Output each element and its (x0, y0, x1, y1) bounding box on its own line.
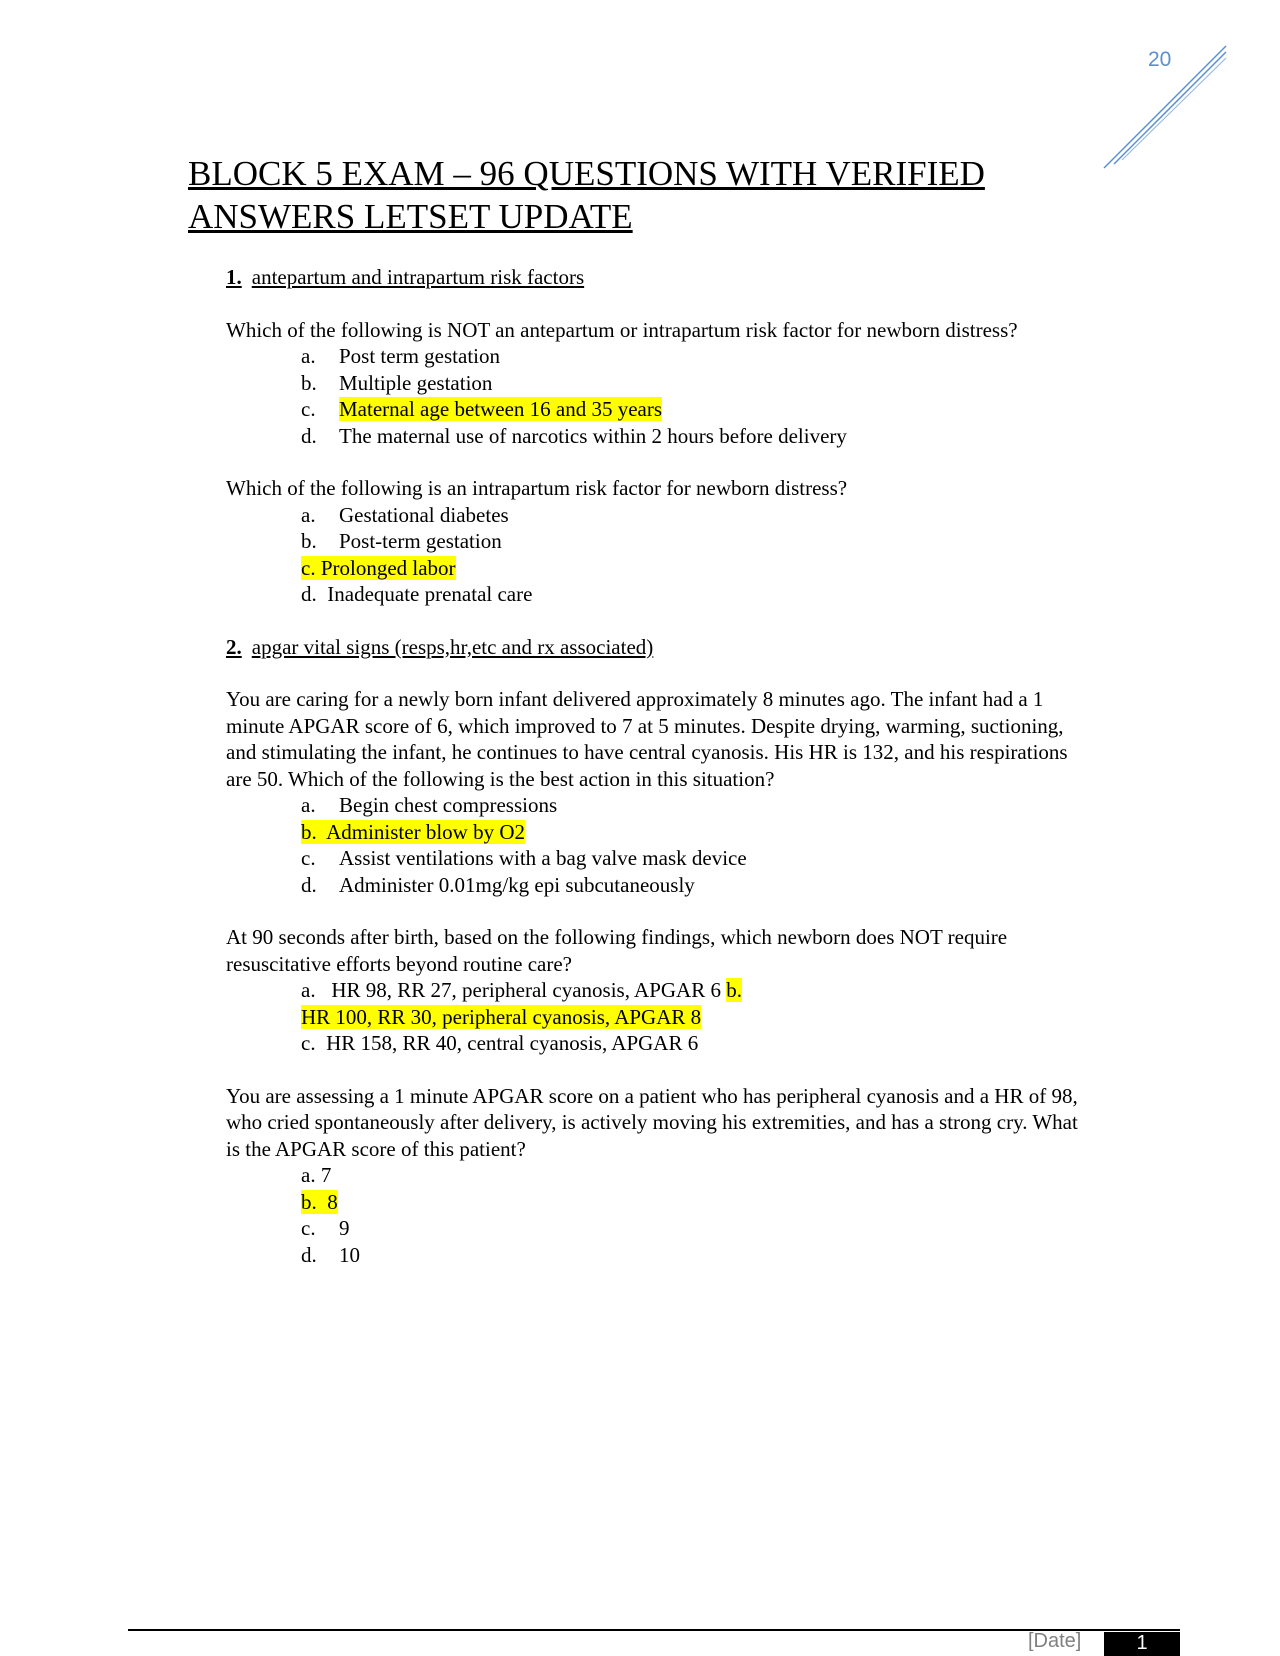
section-number: 1. (226, 265, 242, 289)
header-page-number: 20 (1148, 48, 1172, 71)
answer-options (226, 792, 1096, 898)
header-decoration-lines (1100, 40, 1230, 170)
section-heading (226, 634, 1096, 661)
answer-option: d. Administer 0.01mg/kg epi subcutaneously (301, 872, 695, 897)
question-text: You are caring for a newly born infant delivered approximately 8 minutes ago. The infant had a 1 minute APGAR score of 6, which improved to 7 at 5 minutes. Despite drying, warming, suctioning, and stimulating the infant, he continues to have central cyanosis. His HR is 132, and his respirations are 50. Which of the following is the best action in this situation? (226, 687, 1068, 791)
answer-option-correct: HR 100, RR 30, peripheral cyanosis, APGAR 8 (301, 1004, 702, 1029)
answer-option: b. Post-term gestation (301, 529, 502, 553)
answer-option: c. HR 158, RR 40, central cyanosis, APGAR 6 (301, 1031, 699, 1055)
answer-option: a. Post term gestation (301, 344, 500, 368)
footer-page-number: 1 (1104, 1632, 1180, 1656)
answer-options (226, 1162, 1096, 1268)
question-text: At 90 seconds after birth, based on the following findings, which newborn does NOT require resuscitative efforts beyond routine care? (226, 925, 1008, 976)
answer-option: c. Assist ventilations with a bag valve mask device (301, 846, 747, 870)
answer-option: d. Inadequate prenatal care (301, 582, 533, 606)
section-number: 2. (226, 634, 242, 659)
answer-options (226, 502, 1096, 608)
section-title: antepartum and intrapartum risk factors (251, 265, 585, 289)
answer-option-correct: b. Administer blow by O2 (301, 819, 525, 844)
footer-date-placeholder: [Date] (1028, 1630, 1082, 1652)
answer-option-correct: c. Maternal age between 16 and 35 years (301, 397, 663, 421)
document-title: BLOCK 5 EXAM – 96 QUESTIONS WITH VERIFIED ANSWERS LETSET UPDATE (188, 154, 985, 236)
answer-option: b. Multiple gestation (301, 370, 493, 395)
answer-option: a. Begin chest compressions (301, 793, 558, 817)
answer-options (226, 343, 1096, 449)
answer-option: a. 7 (301, 1163, 332, 1187)
answer-options (226, 977, 1096, 1057)
question-text: Which of the following is an intrapartum risk factor for newborn distress? (226, 476, 848, 500)
answer-option-correct: b. 8 (301, 1189, 338, 1214)
answer-option: d. The maternal use of narcotics within 2 hours before delivery (301, 423, 847, 448)
document-body (226, 264, 1096, 1268)
answer-option: a. Gestational diabetes (301, 502, 509, 527)
section-heading (226, 264, 1096, 291)
answer-option-correct: c. Prolonged labor (301, 555, 456, 580)
answer-option: a. HR 98, RR 27, peripheral cyanosis, APGAR 6 b. (301, 978, 742, 1002)
answer-option: c. 9 (301, 1216, 350, 1240)
question-text: Which of the following is NOT an antepartum or intrapartum risk factor for newborn distress? (226, 317, 1018, 342)
footer-rule (128, 1629, 1180, 1631)
section-title: apgar vital signs (resps,hr,etc and rx associated) (251, 634, 654, 659)
question-text: You are assessing a 1 minute APGAR score on a patient who has peripheral cyanosis and a HR of 98, who cried spontaneously after delivery, is actively moving his extremities, and has a strong cry. What is the APGAR score of this patient? (226, 1083, 1078, 1161)
answer-option: d. 10 (301, 1242, 360, 1267)
